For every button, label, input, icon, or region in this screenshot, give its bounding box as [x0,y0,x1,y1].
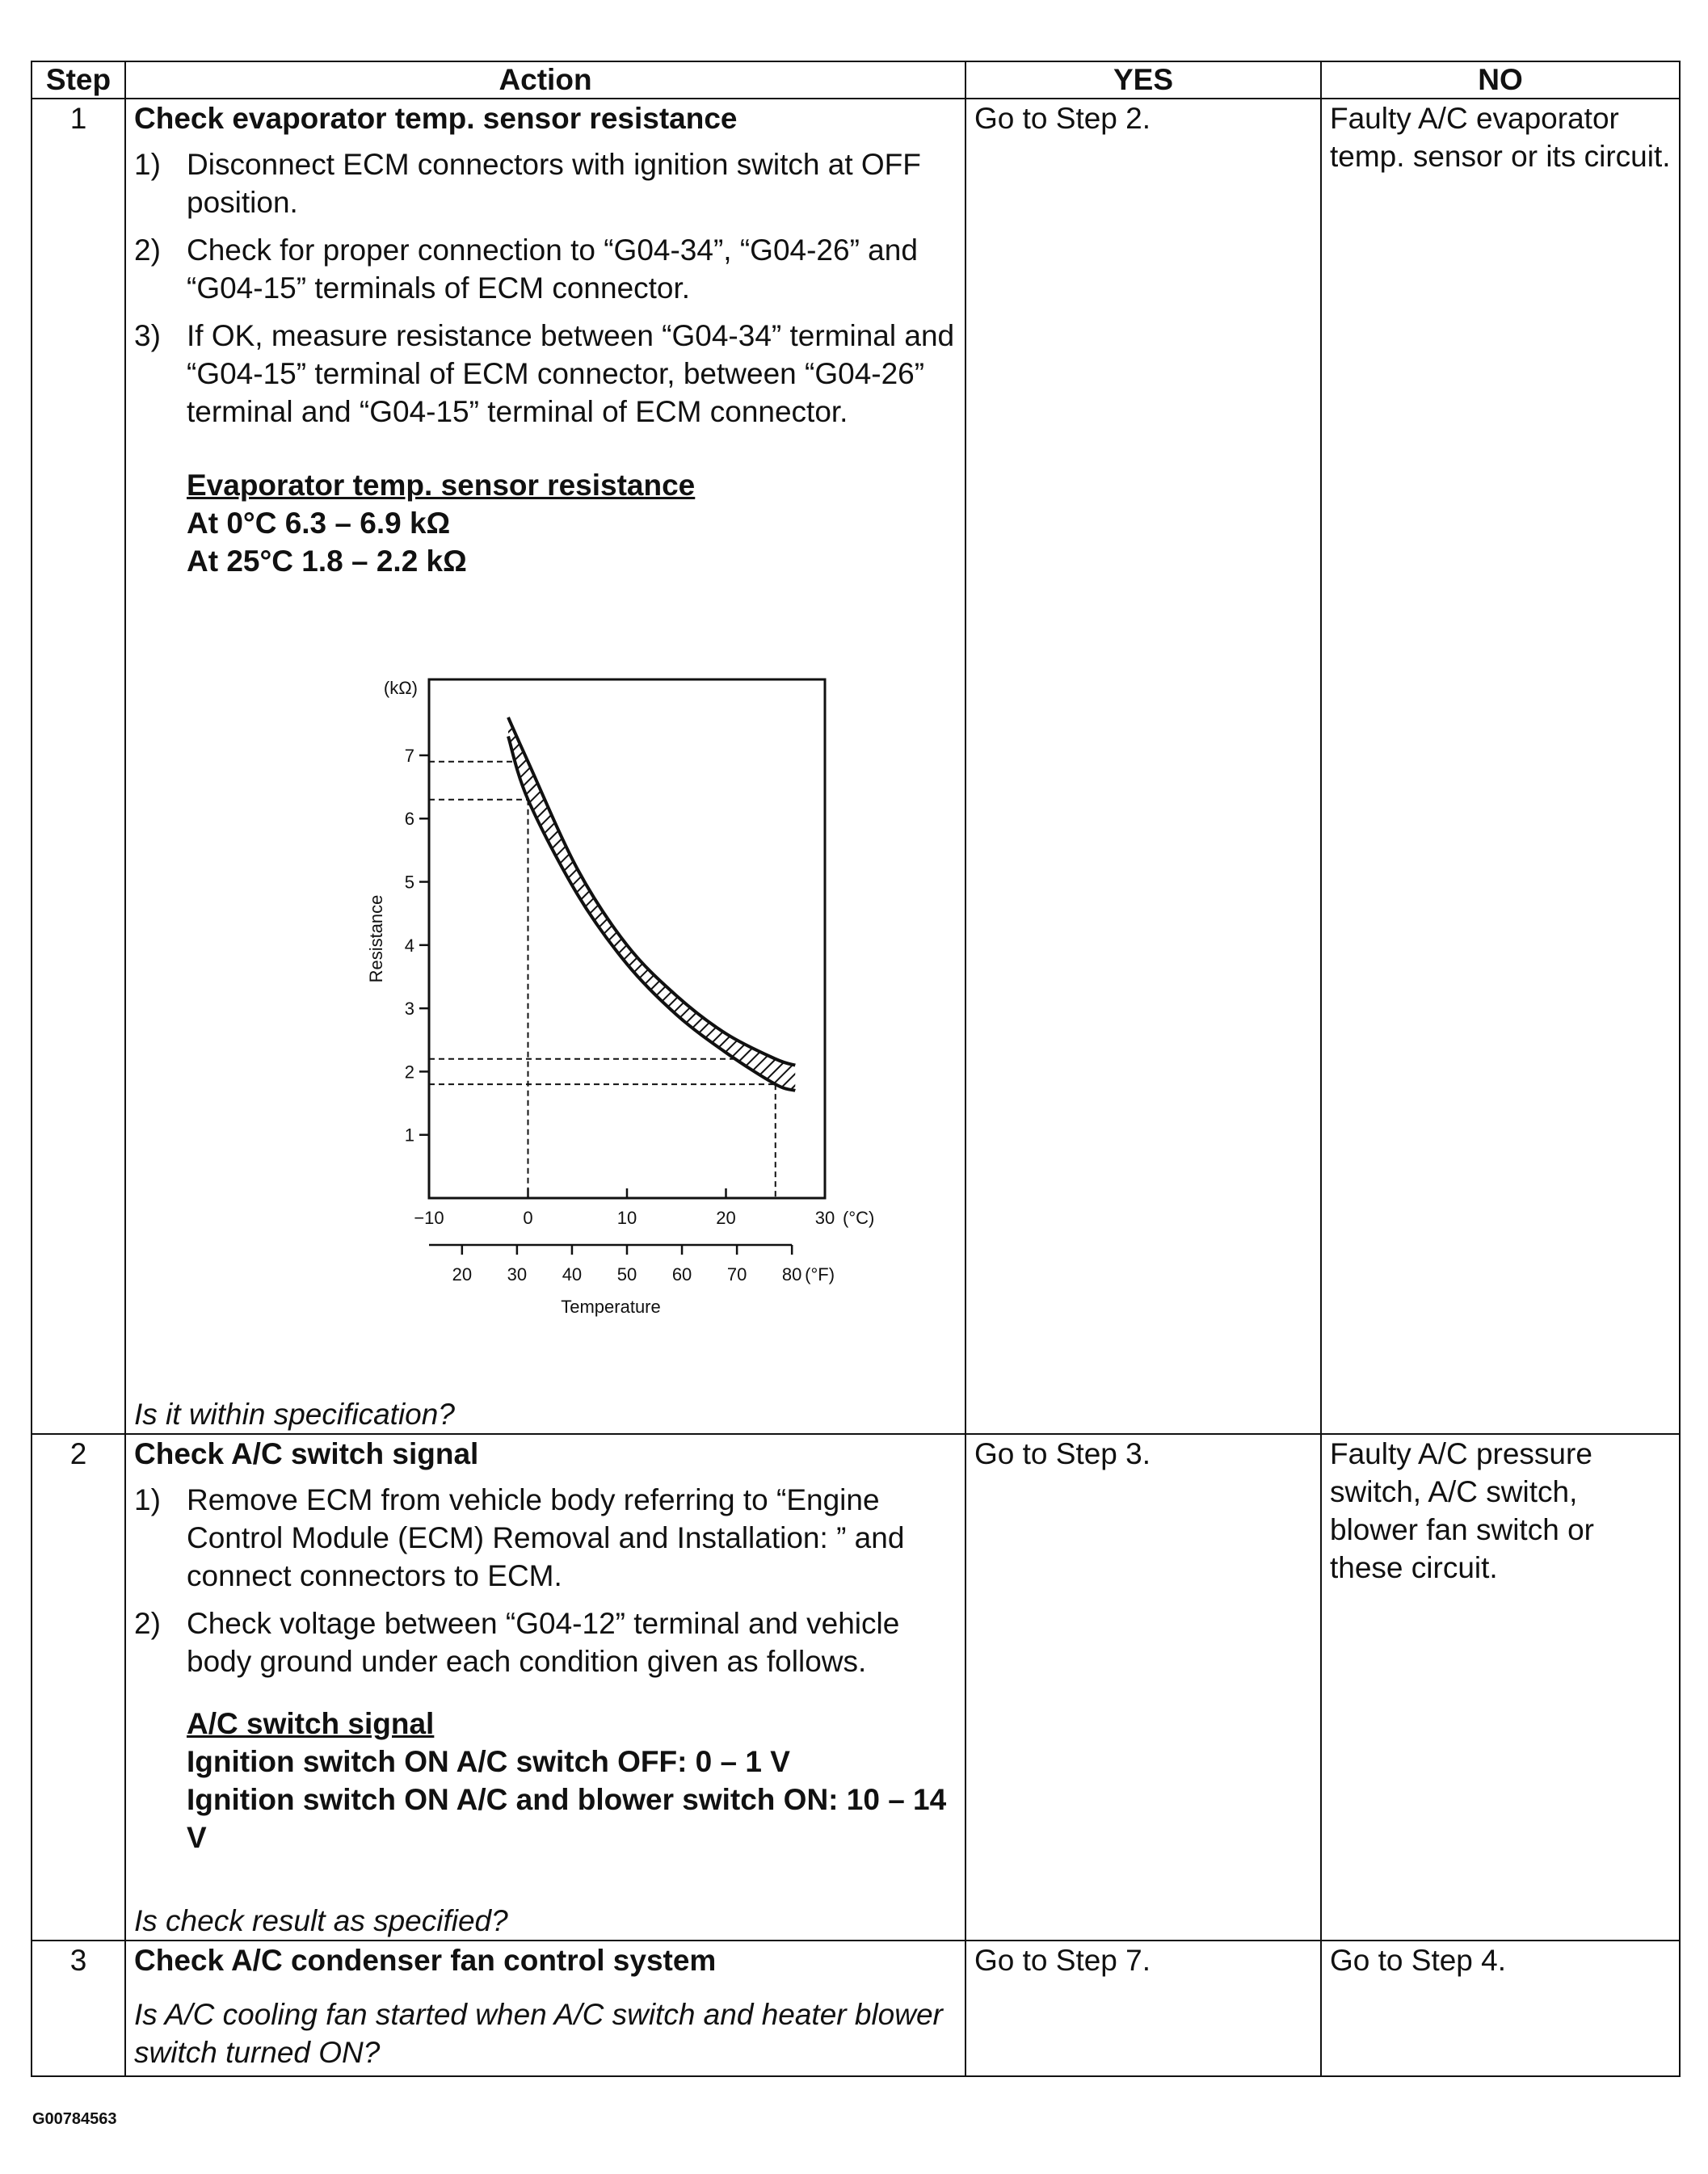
resistance-chart [243,665,875,1317]
y-tick-label: 3 [404,999,414,1020]
x-tick-label-c: 10 [616,1208,637,1228]
item-number: 1) [134,148,161,181]
x-tick-label-f: 20 [452,1264,473,1285]
x-tick-label-c: 20 [716,1208,736,1228]
spec-title: A/C switch signal [187,1707,435,1740]
y-tick-label: 6 [404,809,414,830]
x-unit-f: (°F) [805,1264,835,1285]
spec-line: At 0°C 6.3 – 6.9 kΩ [187,507,451,540]
no-cell: Go to Step 4. [1321,1941,1680,2076]
x-tick-label-f: 70 [726,1264,747,1285]
spec-line: At 25°C 1.8 – 2.2 kΩ [187,545,467,578]
spec-line: Ignition switch ON A/C switch OFF: 0 – 1 V [187,1745,790,1778]
list-item [134,317,957,431]
spec-line: Ignition switch ON A/C and blower switch ON: 10 – 14 V [187,1783,947,1854]
question-text: Is it within specification? [134,1398,455,1431]
instruction-list [134,1481,957,1680]
x-tick-label-c: −10 [414,1208,444,1228]
x-tick-label-f: 50 [616,1264,637,1285]
item-number: 3) [134,319,161,352]
table-row [32,1434,1680,1941]
action-cell [125,99,965,1434]
yes-cell: Go to Step 2. [965,99,1321,1434]
no-cell: Faulty A/C pressure switch, A/C switch, blower fan switch or these circuit. [1321,1434,1680,1941]
list-item [134,1481,957,1595]
x-tick-label-f: 60 [671,1264,692,1285]
no-cell: Faulty A/C evaporator temp. sensor or its circuit. [1321,99,1680,1434]
spec-block [187,466,957,580]
x-axis-label: Temperature [561,1297,661,1317]
spec-block [187,1705,957,1857]
y-tick-label: 7 [404,745,414,766]
y-unit-label: (kΩ) [383,678,418,698]
item-text: If OK, measure resistance between “G04-34” terminal and “G04-15” terminal of ECM connector, between “G04-26” terminal and “G04-15” terminal of ECM connector. [187,319,955,428]
item-text: Remove ECM from vehicle body referring to “Engine Control Module (ECM) Removal and Installation: ” and connect connectors to ECM. [187,1483,905,1592]
item-text: Check voltage between “G04-12” terminal and vehicle body ground under each condition given as follows. [187,1607,900,1678]
y-tick-label: 5 [404,872,414,893]
header-no: NO [1321,61,1680,99]
list-item [134,145,957,221]
header-yes: YES [965,61,1321,99]
diagnostic-table [31,61,1681,2077]
x-tick-label-c: 30 [814,1208,835,1228]
header-action: Action [125,61,965,99]
series-line-lower [508,736,795,1090]
item-number: 2) [134,233,161,267]
chart-svg [243,665,875,1317]
item-number: 2) [134,1607,161,1640]
y-tick-label: 4 [404,935,414,956]
list-item [134,231,957,307]
x-tick-label-f: 80 [781,1264,802,1285]
list-item [134,1604,957,1680]
question-text: Is check result as specified? [134,1904,508,1937]
header-step: Step [32,61,125,99]
item-text: Check for proper connection to “G04-34”, “G04-26” and “G04-15” terminals of ECM connector. [187,233,918,305]
yes-cell: Go to Step 7. [965,1941,1321,2076]
tolerance-band [508,717,795,1091]
yes-cell: Go to Step 3. [965,1434,1321,1941]
plot-frame [429,679,825,1198]
step-number: 2 [32,1434,125,1941]
series-line-upper [508,717,795,1066]
table-row [32,1941,1680,2076]
spec-title: Evaporator temp. sensor resistance [187,469,696,502]
y-tick-label: 2 [404,1062,414,1083]
item-number: 1) [134,1483,161,1516]
question-text: Is A/C cooling fan started when A/C switch and heater blower switch turned ON? [134,1998,943,2069]
x-tick-label-f: 40 [562,1264,583,1285]
item-text: Disconnect ECM connectors with ignition switch at OFF position. [187,148,921,219]
step-number: 3 [32,1941,125,2076]
action-title: Check A/C condenser fan control system [134,1944,717,1977]
x-tick-label-c: 0 [523,1208,533,1228]
action-title: Check A/C switch signal [134,1437,479,1470]
action-cell [125,1941,965,2076]
y-tick-label: 1 [404,1125,414,1146]
action-title: Check evaporator temp. sensor resistance [134,102,738,135]
figure-code: G00784563 [32,2110,117,2128]
instruction-list [134,145,957,431]
x-tick-label-f: 30 [507,1264,528,1285]
step-number: 1 [32,99,125,1434]
action-cell [125,1434,965,1941]
y-axis-label: Resistance [366,894,386,983]
table-header-row [32,61,1680,99]
x-unit-c: (°C) [843,1208,875,1228]
table-row [32,99,1680,1434]
